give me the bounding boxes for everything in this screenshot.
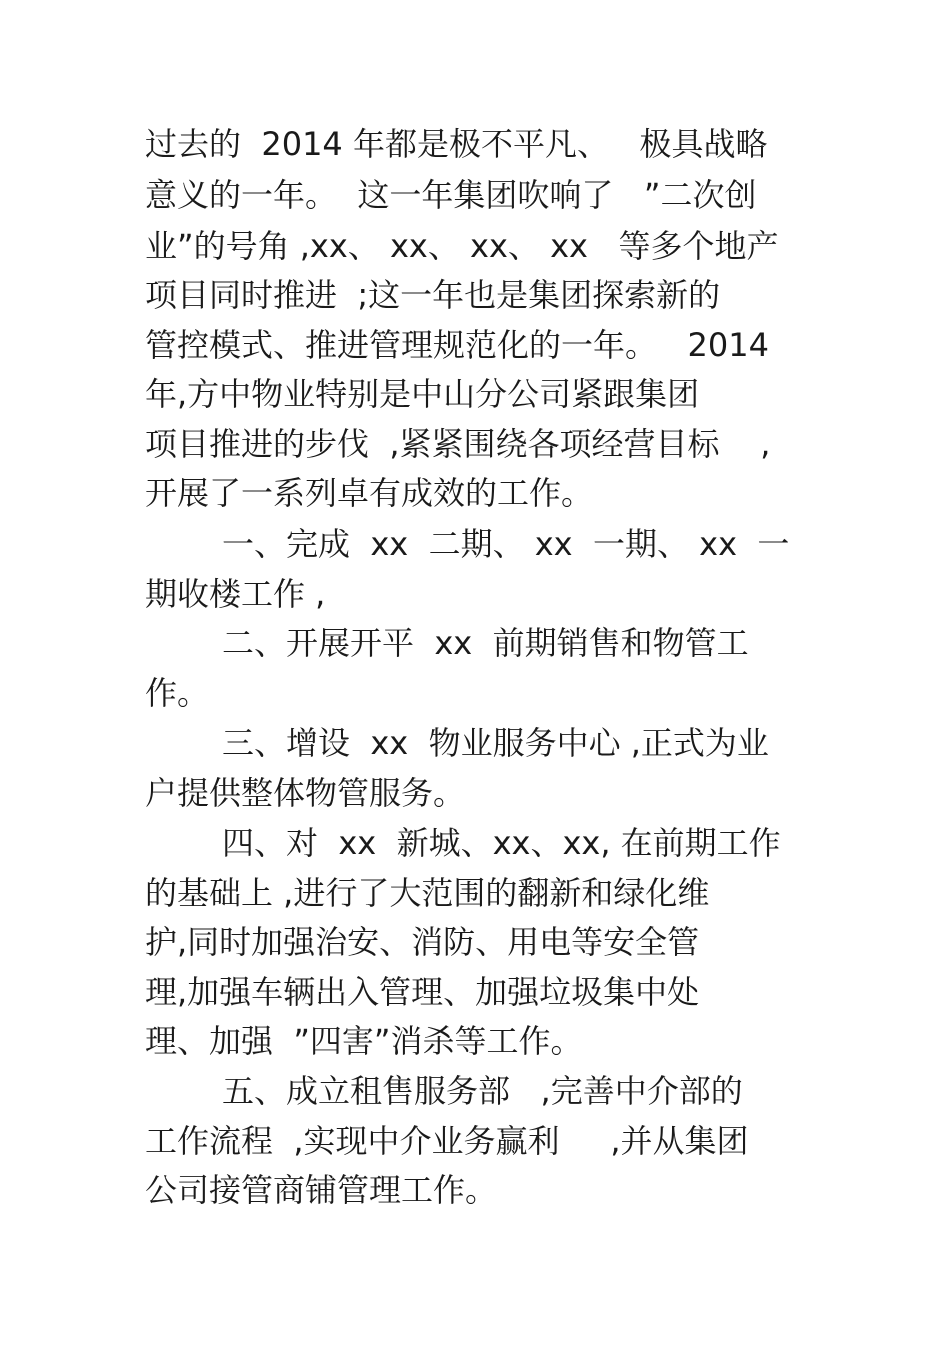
text-line: 业”的号角 ,xx、 xx、 xx、 xx 等多个地产 — [145, 227, 779, 265]
text-line: 项目推进的步伐 ,紧紧围绕各项经营目标 , — [145, 425, 771, 463]
list-item-4-line: 护,同时加强治安、消防、用电等安全管 — [145, 923, 700, 961]
text-line: 意义的一年。 这一年集团吹响了 ”二次创 — [145, 176, 757, 214]
list-item-5-line: 公司接管商铺管理工作。 — [145, 1171, 498, 1209]
list-item-3-line: 户提供整体物管服务。 — [145, 774, 466, 812]
list-item-5-line: 工作流程 ,实现中介业务赢利 ,并从集团 — [145, 1122, 749, 1160]
text-line: 项目同时推进 ;这一年也是集团探索新的 — [145, 276, 721, 314]
list-item-5-line: 五、成立租售服务部 ,完善中介部的 — [222, 1072, 743, 1110]
text-line: 管控模式、推进管理规范化的一年。 2014 — [145, 326, 769, 364]
list-item-4-line: 四、对 xx 新城、xx、xx, 在前期工作 — [222, 824, 781, 862]
text-line: 年,方中物业特别是中山分公司紧跟集团 — [145, 375, 700, 413]
list-item-1-line: 一、完成 xx 二期、 xx 一期、 xx 一 — [222, 525, 790, 563]
list-item-4-line: 的基础上 ,进行了大范围的翻新和绿化维 — [145, 874, 710, 912]
list-item-2-line: 作。 — [145, 674, 210, 712]
list-item-1-line: 期收楼工作 , — [145, 575, 326, 613]
list-item-2-line: 二、开展开平 xx 前期销售和物管工 — [222, 624, 749, 662]
text-line: 开展了一系列卓有成效的工作。 — [145, 474, 594, 512]
list-item-3-line: 三、增设 xx 物业服务中心 ,正式为业 — [222, 724, 769, 762]
list-item-4-line: 理,加强车辆出入管理、加强垃圾集中处 — [145, 973, 700, 1011]
text-line: 过去的 2014 年都是极不平凡、 极具战略 — [145, 125, 768, 163]
list-item-4-line: 理、加强 ”四害”消杀等工作。 — [145, 1022, 583, 1060]
